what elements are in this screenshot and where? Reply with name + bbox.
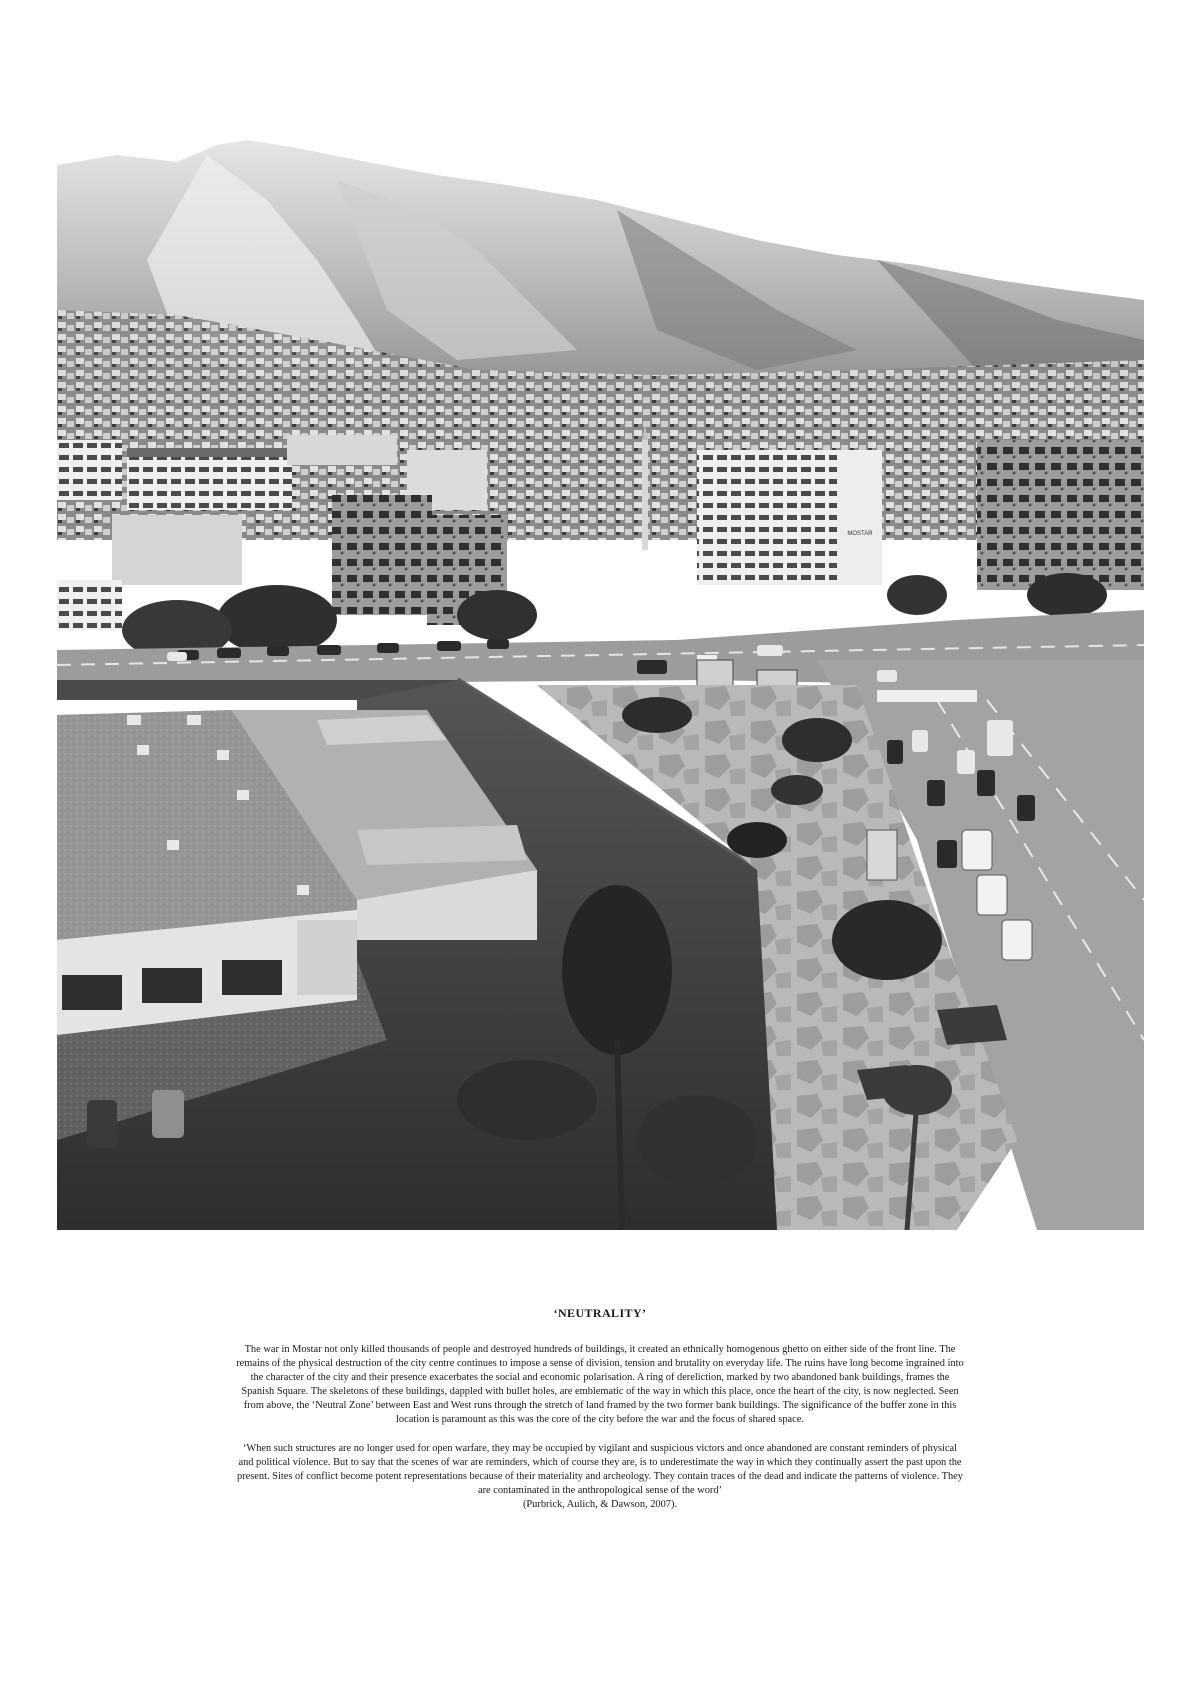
mostar-aerial-photo <box>57 140 1144 1230</box>
photo-illustration <box>57 140 1144 1230</box>
article-paragraph: The war in Mostar not only killed thousands of people and destroyed hundreds of buildings, it created an ethnically homogenous ghetto on either side of the front line. The remains of the physical destruction of the city centre continues to impose a sense of division, tension and brutality on everyday life. The ruins have long become ingrained into the character of the city and their presence exacerbates the social and economic polarisation. A ring of dereliction, marked by two abandoned bank buildings, frames the Spanish Square. The skeletons of these buildings, dappled with bullet holes, are emblematic of the way in which this place, once the heart of the city, is now neglected. Seen from above, the ‘Neutral Zone’ between East and West runs through the stretch of land framed by the two former bank buildings. The significance of the buffer zone in this location is paramount as this was the core of the city before the war and the focus of shared space. <box>236 1344 964 1425</box>
article-quote: ‘When such structures are no longer used for open warfare, they may be occupied by vigilant and suspicious victors and once abandoned are constant reminders of physical and political violence. But to say that the scenes of war are reminders, which of course they are, is to underestimate the way in which they continually assert the past upon the present. Sites of conflict become potent representations because of their materiality and archeology. They contain traces of the dead and indicate the patterns of violence. They are contaminated in the anthropological sense of the word’ <box>236 1443 963 1497</box>
article-text <box>236 1306 964 1512</box>
quote-block <box>236 1442 964 1512</box>
building-sign: MOSTAR <box>847 531 873 537</box>
quote-citation: (Purbrick, Aulich, & Dawson, 2007). <box>522 1499 678 1511</box>
article-heading: ‘NEUTRALITY’ <box>553 1306 647 1320</box>
